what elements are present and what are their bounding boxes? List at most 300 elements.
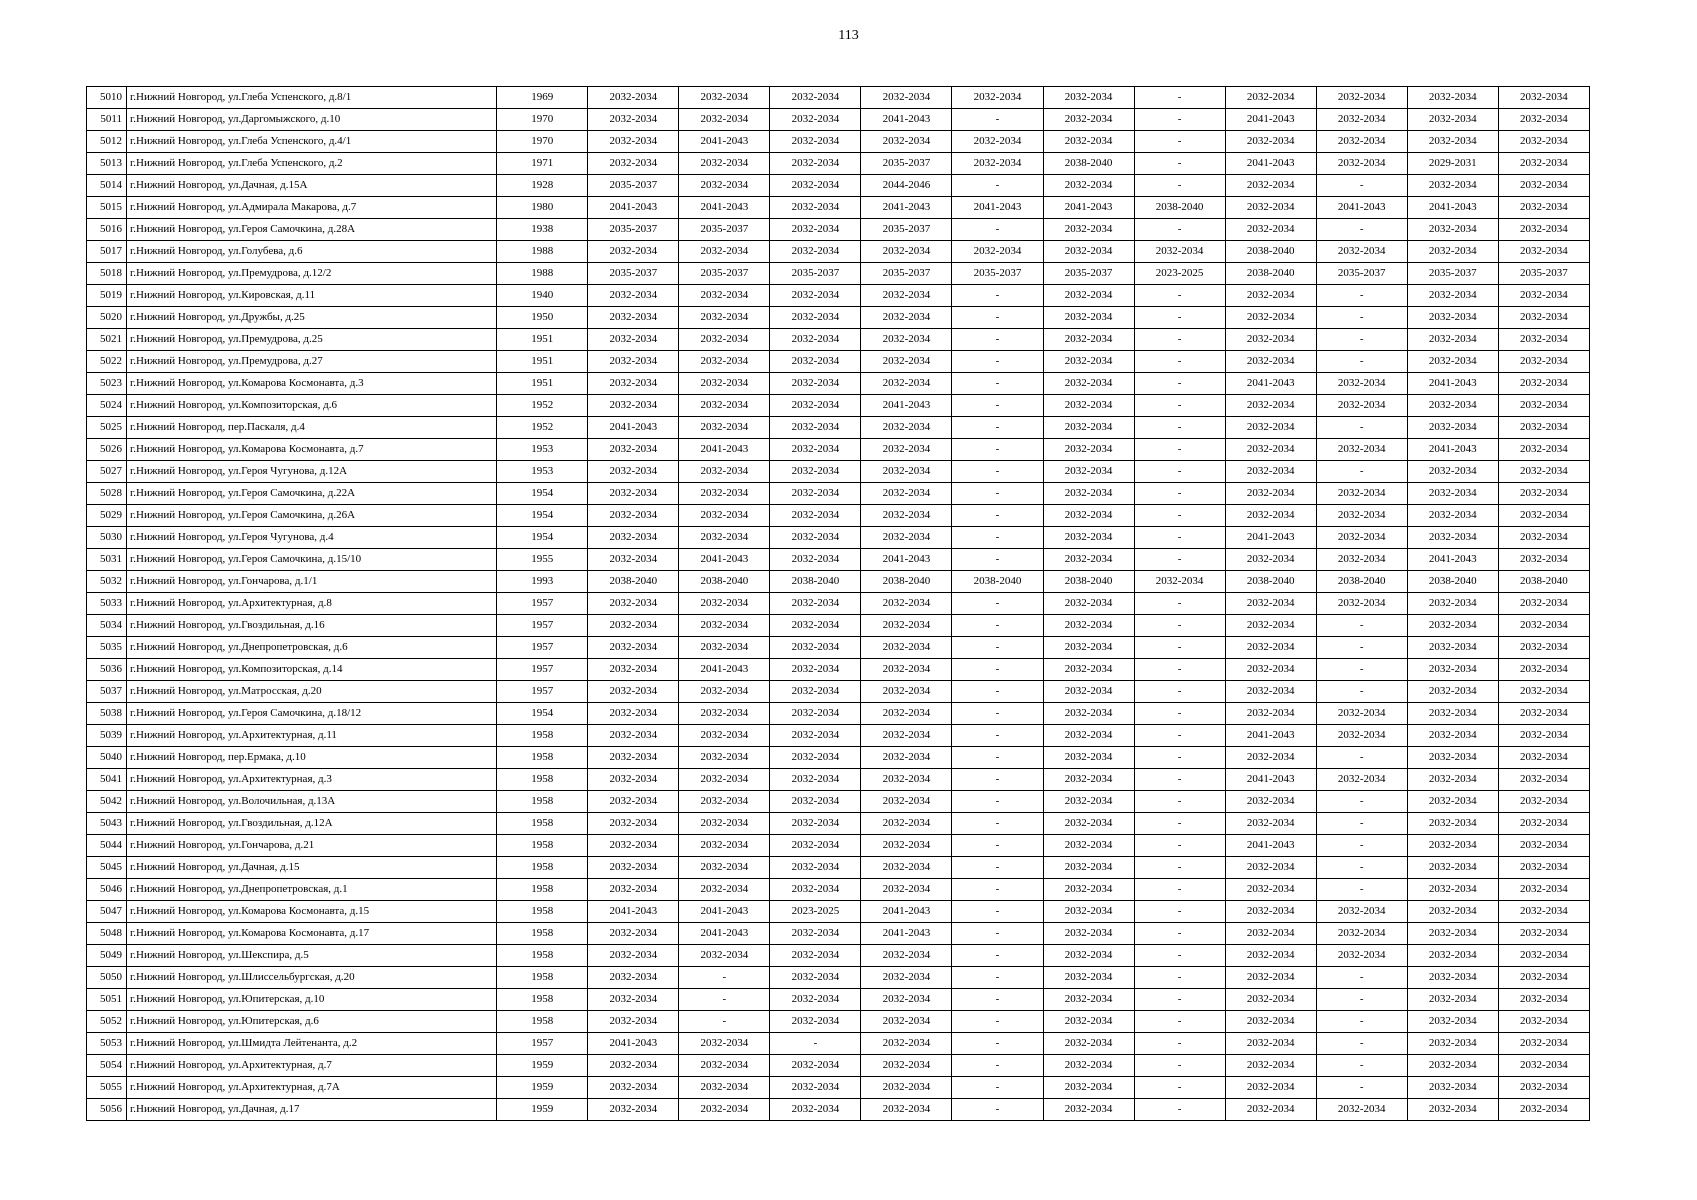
table-row — [87, 87, 1590, 109]
repair-period-cell: 2032-2034 — [1225, 681, 1316, 703]
repair-period-cell: 2032-2034 — [861, 813, 952, 835]
repair-period-cell: 2032-2034 — [588, 857, 679, 879]
repair-period-cell: 2032-2034 — [1407, 967, 1498, 989]
repair-period-cell: 2032-2034 — [1225, 131, 1316, 153]
repair-period-cell: 2032-2034 — [679, 87, 770, 109]
repair-period-cell: 2032-2034 — [1407, 791, 1498, 813]
repair-period-cell: - — [952, 791, 1043, 813]
repair-period-cell: 2032-2034 — [770, 131, 861, 153]
repair-period-cell: 2032-2034 — [1407, 351, 1498, 373]
repair-period-cell: 2038-2040 — [1316, 571, 1407, 593]
year-built-cell: 1958 — [497, 857, 588, 879]
repair-period-cell: 2032-2034 — [1225, 505, 1316, 527]
address-cell: г.Нижний Новгород, ул.Днепропетровская, д.1 — [127, 879, 497, 901]
table-row — [87, 681, 1590, 703]
row-number-cell: 5046 — [87, 879, 127, 901]
repair-period-cell: 2032-2034 — [1498, 175, 1589, 197]
repair-period-cell: 2032-2034 — [1043, 681, 1134, 703]
year-built-cell: 1958 — [497, 989, 588, 1011]
repair-period-cell: 2032-2034 — [1498, 307, 1589, 329]
repair-period-cell: 2032-2034 — [1498, 1011, 1589, 1033]
table-row — [87, 527, 1590, 549]
repair-period-cell: 2032-2034 — [770, 835, 861, 857]
repair-period-cell: 2032-2034 — [861, 131, 952, 153]
table-row — [87, 791, 1590, 813]
repair-period-cell: 2032-2034 — [1043, 989, 1134, 1011]
row-number-cell: 5055 — [87, 1077, 127, 1099]
row-number-cell: 5030 — [87, 527, 127, 549]
repair-period-cell: - — [952, 1011, 1043, 1033]
repair-period-cell: 2032-2034 — [770, 439, 861, 461]
repair-period-cell: 2035-2037 — [588, 175, 679, 197]
repair-period-cell: 2032-2034 — [1316, 87, 1407, 109]
repair-period-cell: 2032-2034 — [1225, 285, 1316, 307]
repair-period-cell: 2038-2040 — [861, 571, 952, 593]
repair-period-cell: 2032-2034 — [1498, 659, 1589, 681]
repair-period-cell: 2032-2034 — [861, 483, 952, 505]
row-number-cell: 5038 — [87, 703, 127, 725]
repair-period-cell: - — [1316, 835, 1407, 857]
repair-period-cell: - — [1134, 989, 1225, 1011]
repair-period-cell: 2032-2034 — [1498, 109, 1589, 131]
repair-period-cell: 2032-2034 — [1407, 681, 1498, 703]
repair-period-cell: 2032-2034 — [1134, 241, 1225, 263]
table-row — [87, 263, 1590, 285]
repair-period-cell: 2032-2034 — [770, 153, 861, 175]
repair-period-cell: 2035-2037 — [952, 263, 1043, 285]
repair-period-cell: - — [952, 967, 1043, 989]
repair-period-cell: - — [1316, 417, 1407, 439]
row-number-cell: 5056 — [87, 1099, 127, 1121]
year-built-cell: 1959 — [497, 1055, 588, 1077]
repair-period-cell: 2032-2034 — [861, 791, 952, 813]
repair-period-cell: 2041-2043 — [679, 439, 770, 461]
repair-period-cell: - — [952, 615, 1043, 637]
address-cell: г.Нижний Новгород, ул.Композиторская, д.6 — [127, 395, 497, 417]
repair-period-cell: 2032-2034 — [1498, 219, 1589, 241]
repair-period-cell: 2032-2034 — [861, 659, 952, 681]
repair-period-cell: 2032-2034 — [861, 1077, 952, 1099]
repair-period-cell: 2032-2034 — [1498, 285, 1589, 307]
repair-period-cell: 2032-2034 — [1316, 439, 1407, 461]
repair-period-cell: 2038-2040 — [679, 571, 770, 593]
repair-period-cell: - — [952, 835, 1043, 857]
repair-period-cell: 2032-2034 — [861, 593, 952, 615]
repair-period-cell: - — [952, 219, 1043, 241]
table-row — [87, 813, 1590, 835]
repair-period-cell: - — [1316, 615, 1407, 637]
repair-period-cell: 2032-2034 — [1407, 901, 1498, 923]
repair-period-cell: 2041-2043 — [861, 549, 952, 571]
year-built-cell: 1951 — [497, 351, 588, 373]
repair-period-cell: - — [952, 681, 1043, 703]
row-number-cell: 5039 — [87, 725, 127, 747]
repair-period-cell: 2032-2034 — [1498, 395, 1589, 417]
repair-period-cell: 2032-2034 — [1043, 593, 1134, 615]
repair-period-cell: - — [1316, 879, 1407, 901]
repair-period-cell: 2032-2034 — [1407, 857, 1498, 879]
repair-period-cell: 2032-2034 — [1498, 1077, 1589, 1099]
repair-period-cell: 2032-2034 — [1225, 615, 1316, 637]
repair-period-cell: 2032-2034 — [1225, 791, 1316, 813]
repair-period-cell: 2032-2034 — [588, 131, 679, 153]
address-cell: г.Нижний Новгород, ул.Даргомыжского, д.10 — [127, 109, 497, 131]
table-row — [87, 285, 1590, 307]
address-cell: г.Нижний Новгород, пер.Ермака, д.10 — [127, 747, 497, 769]
repair-period-cell: 2032-2034 — [1225, 351, 1316, 373]
repair-period-cell: 2032-2034 — [588, 505, 679, 527]
repair-period-cell: 2032-2034 — [588, 87, 679, 109]
repair-period-cell: 2032-2034 — [861, 241, 952, 263]
repair-period-cell: - — [952, 109, 1043, 131]
repair-period-cell: 2032-2034 — [770, 197, 861, 219]
repair-period-cell: 2032-2034 — [770, 637, 861, 659]
repair-period-cell: - — [952, 901, 1043, 923]
repair-period-cell: 2032-2034 — [770, 329, 861, 351]
repair-period-cell: 2032-2034 — [770, 769, 861, 791]
address-cell: г.Нижний Новгород, ул.Дачная, д.17 — [127, 1099, 497, 1121]
repair-period-cell: - — [1134, 703, 1225, 725]
year-built-cell: 1958 — [497, 835, 588, 857]
year-built-cell: 1957 — [497, 593, 588, 615]
address-cell: г.Нижний Новгород, ул.Шекспира, д.5 — [127, 945, 497, 967]
row-number-cell: 5036 — [87, 659, 127, 681]
repair-period-cell: 2032-2034 — [1498, 967, 1589, 989]
repair-period-cell: 2032-2034 — [1498, 241, 1589, 263]
repair-period-cell: 2041-2043 — [1225, 835, 1316, 857]
repair-period-cell: 2035-2037 — [1043, 263, 1134, 285]
address-cell: г.Нижний Новгород, ул.Комарова Космонавта, д.7 — [127, 439, 497, 461]
table-row — [87, 153, 1590, 175]
repair-period-cell: 2032-2034 — [1043, 615, 1134, 637]
repair-period-cell: - — [1316, 351, 1407, 373]
repair-period-cell: - — [1134, 1055, 1225, 1077]
repair-period-cell: 2032-2034 — [770, 395, 861, 417]
repair-period-cell: 2032-2034 — [952, 153, 1043, 175]
table-row — [87, 1077, 1590, 1099]
repair-period-cell: 2032-2034 — [861, 329, 952, 351]
repair-period-cell: 2032-2034 — [1407, 769, 1498, 791]
repair-period-cell: 2032-2034 — [588, 791, 679, 813]
repair-period-cell: 2032-2034 — [588, 681, 679, 703]
row-number-cell: 5027 — [87, 461, 127, 483]
repair-period-cell: 2032-2034 — [588, 351, 679, 373]
repair-period-cell: 2032-2034 — [1498, 351, 1589, 373]
repair-period-cell: 2032-2034 — [1407, 989, 1498, 1011]
address-cell: г.Нижний Новгород, ул.Шлиссельбургская, д.20 — [127, 967, 497, 989]
table-row — [87, 1099, 1590, 1121]
repair-period-cell: 2032-2034 — [1498, 879, 1589, 901]
repair-period-cell: 2041-2043 — [861, 109, 952, 131]
repair-period-cell: 2032-2034 — [861, 1055, 952, 1077]
repair-period-cell: 2032-2034 — [679, 637, 770, 659]
repair-period-cell: 2032-2034 — [1043, 1011, 1134, 1033]
repair-period-cell: - — [1316, 219, 1407, 241]
row-number-cell: 5013 — [87, 153, 127, 175]
repair-period-cell: 2032-2034 — [588, 747, 679, 769]
table-body — [87, 87, 1590, 1121]
repair-period-cell: 2032-2034 — [770, 945, 861, 967]
repair-period-cell: 2032-2034 — [1316, 549, 1407, 571]
row-number-cell: 5012 — [87, 131, 127, 153]
repair-period-cell: 2041-2043 — [1225, 153, 1316, 175]
repair-period-cell: 2032-2034 — [1498, 747, 1589, 769]
repair-period-cell: - — [1316, 329, 1407, 351]
address-cell: г.Нижний Новгород, ул.Героя Чугунова, д.12А — [127, 461, 497, 483]
address-cell: г.Нижний Новгород, ул.Героя Самочкина, д.28А — [127, 219, 497, 241]
address-cell: г.Нижний Новгород, ул.Юпитерская, д.6 — [127, 1011, 497, 1033]
repair-period-cell: 2032-2034 — [861, 1033, 952, 1055]
repair-period-cell: 2032-2034 — [770, 879, 861, 901]
repair-period-cell: 2032-2034 — [1407, 1011, 1498, 1033]
repair-period-cell: 2032-2034 — [861, 307, 952, 329]
repair-period-cell: 2032-2034 — [679, 791, 770, 813]
address-cell: г.Нижний Новгород, ул.Глеба Успенского, д.4/1 — [127, 131, 497, 153]
repair-period-cell: - — [1134, 835, 1225, 857]
repair-period-cell: 2041-2043 — [861, 901, 952, 923]
repair-period-cell: 2032-2034 — [1225, 879, 1316, 901]
address-cell: г.Нижний Новгород, ул.Героя Самочкина, д.22А — [127, 483, 497, 505]
repair-period-cell: - — [1316, 285, 1407, 307]
repair-period-cell: 2041-2043 — [1225, 769, 1316, 791]
repair-period-cell: 2032-2034 — [770, 923, 861, 945]
repair-period-cell: 2032-2034 — [1043, 351, 1134, 373]
repair-period-cell: 2035-2037 — [679, 219, 770, 241]
address-cell: г.Нижний Новгород, ул.Голубева, д.6 — [127, 241, 497, 263]
repair-period-cell: - — [1134, 373, 1225, 395]
repair-period-cell: 2032-2034 — [679, 681, 770, 703]
repair-period-cell: - — [770, 1033, 861, 1055]
repair-period-cell: 2032-2034 — [679, 527, 770, 549]
table-row — [87, 615, 1590, 637]
repair-period-cell: 2032-2034 — [1407, 593, 1498, 615]
row-number-cell: 5045 — [87, 857, 127, 879]
repair-period-cell: - — [1134, 219, 1225, 241]
repair-period-cell: 2032-2034 — [1407, 417, 1498, 439]
repair-period-cell: - — [952, 175, 1043, 197]
repair-period-cell: 2032-2034 — [770, 417, 861, 439]
year-built-cell: 1971 — [497, 153, 588, 175]
repair-period-cell: 2032-2034 — [1225, 747, 1316, 769]
repair-period-cell: - — [952, 747, 1043, 769]
repair-period-cell: 2032-2034 — [861, 857, 952, 879]
year-built-cell: 1970 — [497, 109, 588, 131]
repair-period-cell: 2032-2034 — [679, 747, 770, 769]
repair-period-cell: 2032-2034 — [861, 527, 952, 549]
repair-period-cell: 2032-2034 — [770, 87, 861, 109]
repair-period-cell: - — [952, 527, 1043, 549]
repair-period-cell: 2032-2034 — [1043, 285, 1134, 307]
repair-period-cell: 2032-2034 — [861, 351, 952, 373]
repair-period-cell: 2032-2034 — [1407, 175, 1498, 197]
repair-period-cell: 2032-2034 — [1498, 131, 1589, 153]
repair-period-cell: 2032-2034 — [770, 857, 861, 879]
repair-period-cell: 2032-2034 — [1043, 241, 1134, 263]
repair-period-cell: 2032-2034 — [1225, 219, 1316, 241]
repair-period-cell: - — [1316, 1055, 1407, 1077]
year-built-cell: 1969 — [497, 87, 588, 109]
repair-period-cell: 2032-2034 — [588, 615, 679, 637]
repair-period-cell: 2032-2034 — [1225, 967, 1316, 989]
repair-period-cell: 2041-2043 — [1407, 549, 1498, 571]
row-number-cell: 5052 — [87, 1011, 127, 1033]
repair-period-cell: 2041-2043 — [588, 197, 679, 219]
repair-period-cell: 2032-2034 — [1316, 483, 1407, 505]
repair-period-cell: - — [952, 945, 1043, 967]
row-number-cell: 5044 — [87, 835, 127, 857]
table-row — [87, 769, 1590, 791]
repair-period-cell: 2032-2034 — [1498, 1055, 1589, 1077]
repair-period-cell: 2032-2034 — [1043, 461, 1134, 483]
repair-period-cell: 2041-2043 — [1225, 109, 1316, 131]
repair-period-cell: 2032-2034 — [588, 329, 679, 351]
repair-period-cell: - — [1134, 417, 1225, 439]
repair-period-cell: 2032-2034 — [588, 109, 679, 131]
repair-period-cell: 2032-2034 — [770, 747, 861, 769]
repair-period-cell: 2032-2034 — [1043, 439, 1134, 461]
repair-period-cell: 2032-2034 — [679, 307, 770, 329]
repair-period-cell: 2032-2034 — [770, 373, 861, 395]
repair-period-cell: - — [952, 417, 1043, 439]
repair-period-cell: 2032-2034 — [1043, 879, 1134, 901]
repair-period-cell: - — [1134, 813, 1225, 835]
repair-period-cell: - — [1134, 351, 1225, 373]
repair-period-cell: 2032-2034 — [770, 1011, 861, 1033]
table-row — [87, 329, 1590, 351]
repair-period-cell: 2032-2034 — [1498, 461, 1589, 483]
repair-period-cell: 2032-2034 — [1134, 571, 1225, 593]
table-row — [87, 351, 1590, 373]
row-number-cell: 5020 — [87, 307, 127, 329]
repair-period-cell: 2032-2034 — [1225, 857, 1316, 879]
table-row — [87, 461, 1590, 483]
repair-period-cell: 2035-2037 — [1407, 263, 1498, 285]
repair-period-cell: - — [1134, 879, 1225, 901]
repair-period-cell: 2032-2034 — [588, 593, 679, 615]
repair-period-cell: 2038-2040 — [588, 571, 679, 593]
repair-period-cell: 2032-2034 — [679, 241, 770, 263]
repair-period-cell: - — [1134, 923, 1225, 945]
repair-period-cell: 2032-2034 — [861, 747, 952, 769]
repair-period-cell: 2032-2034 — [588, 439, 679, 461]
year-built-cell: 1988 — [497, 263, 588, 285]
repair-period-cell: 2032-2034 — [1407, 395, 1498, 417]
repair-period-cell: 2032-2034 — [1407, 659, 1498, 681]
repair-period-cell: 2032-2034 — [588, 483, 679, 505]
repair-period-cell: 2035-2037 — [1316, 263, 1407, 285]
repair-period-cell: 2032-2034 — [1407, 945, 1498, 967]
year-built-cell: 1952 — [497, 395, 588, 417]
repair-period-cell: 2032-2034 — [679, 703, 770, 725]
repair-period-cell: - — [1316, 989, 1407, 1011]
repair-period-cell: - — [1316, 461, 1407, 483]
table-row — [87, 1055, 1590, 1077]
address-cell: г.Нижний Новгород, ул.Кировская, д.11 — [127, 285, 497, 307]
address-cell: г.Нижний Новгород, ул.Гончарова, д.21 — [127, 835, 497, 857]
repair-period-cell: 2032-2034 — [770, 285, 861, 307]
row-number-cell: 5017 — [87, 241, 127, 263]
repair-period-cell: 2032-2034 — [861, 417, 952, 439]
repair-period-cell: 2032-2034 — [861, 945, 952, 967]
repair-period-cell: - — [1316, 747, 1407, 769]
repair-period-cell: 2035-2037 — [861, 219, 952, 241]
repair-period-cell: 2032-2034 — [679, 835, 770, 857]
repair-period-cell: 2032-2034 — [1407, 109, 1498, 131]
repair-period-cell: 2041-2043 — [861, 923, 952, 945]
repair-period-cell: 2032-2034 — [1498, 417, 1589, 439]
repair-period-cell: 2032-2034 — [679, 505, 770, 527]
table-row — [87, 945, 1590, 967]
repair-period-cell: 2032-2034 — [770, 967, 861, 989]
repair-period-cell: 2032-2034 — [1043, 901, 1134, 923]
address-cell: г.Нижний Новгород, ул.Премудрова, д.25 — [127, 329, 497, 351]
repair-period-cell: 2032-2034 — [679, 725, 770, 747]
repair-period-cell: 2032-2034 — [588, 703, 679, 725]
table-row — [87, 637, 1590, 659]
repair-period-cell: - — [1134, 659, 1225, 681]
row-number-cell: 5049 — [87, 945, 127, 967]
table-row — [87, 307, 1590, 329]
repair-period-cell: 2032-2034 — [1225, 1033, 1316, 1055]
repair-period-cell: 2041-2043 — [952, 197, 1043, 219]
repair-period-cell: - — [1316, 967, 1407, 989]
repair-period-cell: 2032-2034 — [1498, 439, 1589, 461]
repair-period-cell: 2038-2040 — [1225, 571, 1316, 593]
repair-period-cell: - — [1134, 109, 1225, 131]
repair-period-cell: 2032-2034 — [770, 659, 861, 681]
address-cell: г.Нижний Новгород, ул.Гвоздильная, д.12А — [127, 813, 497, 835]
repair-period-cell: 2032-2034 — [1498, 901, 1589, 923]
repair-period-cell: 2032-2034 — [679, 395, 770, 417]
repair-period-cell: 2032-2034 — [861, 725, 952, 747]
repair-period-cell: 2032-2034 — [770, 615, 861, 637]
repair-period-cell: - — [1316, 857, 1407, 879]
repair-period-cell: 2032-2034 — [1316, 769, 1407, 791]
repair-period-cell: 2041-2043 — [679, 901, 770, 923]
repair-period-cell: 2032-2034 — [679, 153, 770, 175]
repair-period-cell: 2032-2034 — [1316, 945, 1407, 967]
repair-period-cell: 2032-2034 — [1407, 1033, 1498, 1055]
row-number-cell: 5031 — [87, 549, 127, 571]
address-cell: г.Нижний Новгород, ул.Гончарова, д.1/1 — [127, 571, 497, 593]
table-row — [87, 857, 1590, 879]
repair-period-cell: 2032-2034 — [1316, 527, 1407, 549]
repair-period-cell: 2032-2034 — [1225, 1099, 1316, 1121]
address-cell: г.Нижний Новгород, ул.Премудрова, д.12/2 — [127, 263, 497, 285]
repair-period-cell: - — [1134, 901, 1225, 923]
repair-period-cell: 2032-2034 — [1043, 659, 1134, 681]
repair-period-cell: 2032-2034 — [861, 637, 952, 659]
repair-period-cell: - — [952, 439, 1043, 461]
table-row — [87, 703, 1590, 725]
row-number-cell: 5019 — [87, 285, 127, 307]
year-built-cell: 1980 — [497, 197, 588, 219]
repair-period-cell: 2032-2034 — [679, 461, 770, 483]
repair-period-cell: 2032-2034 — [770, 1077, 861, 1099]
repair-period-cell: 2032-2034 — [679, 593, 770, 615]
year-built-cell: 1951 — [497, 329, 588, 351]
repair-period-cell: 2032-2034 — [770, 307, 861, 329]
table-row — [87, 659, 1590, 681]
year-built-cell: 1993 — [497, 571, 588, 593]
repair-period-cell: 2032-2034 — [588, 527, 679, 549]
repair-period-cell: 2032-2034 — [770, 791, 861, 813]
repair-period-cell: - — [679, 1011, 770, 1033]
repair-period-cell: 2032-2034 — [679, 1033, 770, 1055]
repair-period-cell: - — [1316, 813, 1407, 835]
repair-period-cell: - — [1134, 285, 1225, 307]
repair-period-cell: 2032-2034 — [588, 637, 679, 659]
